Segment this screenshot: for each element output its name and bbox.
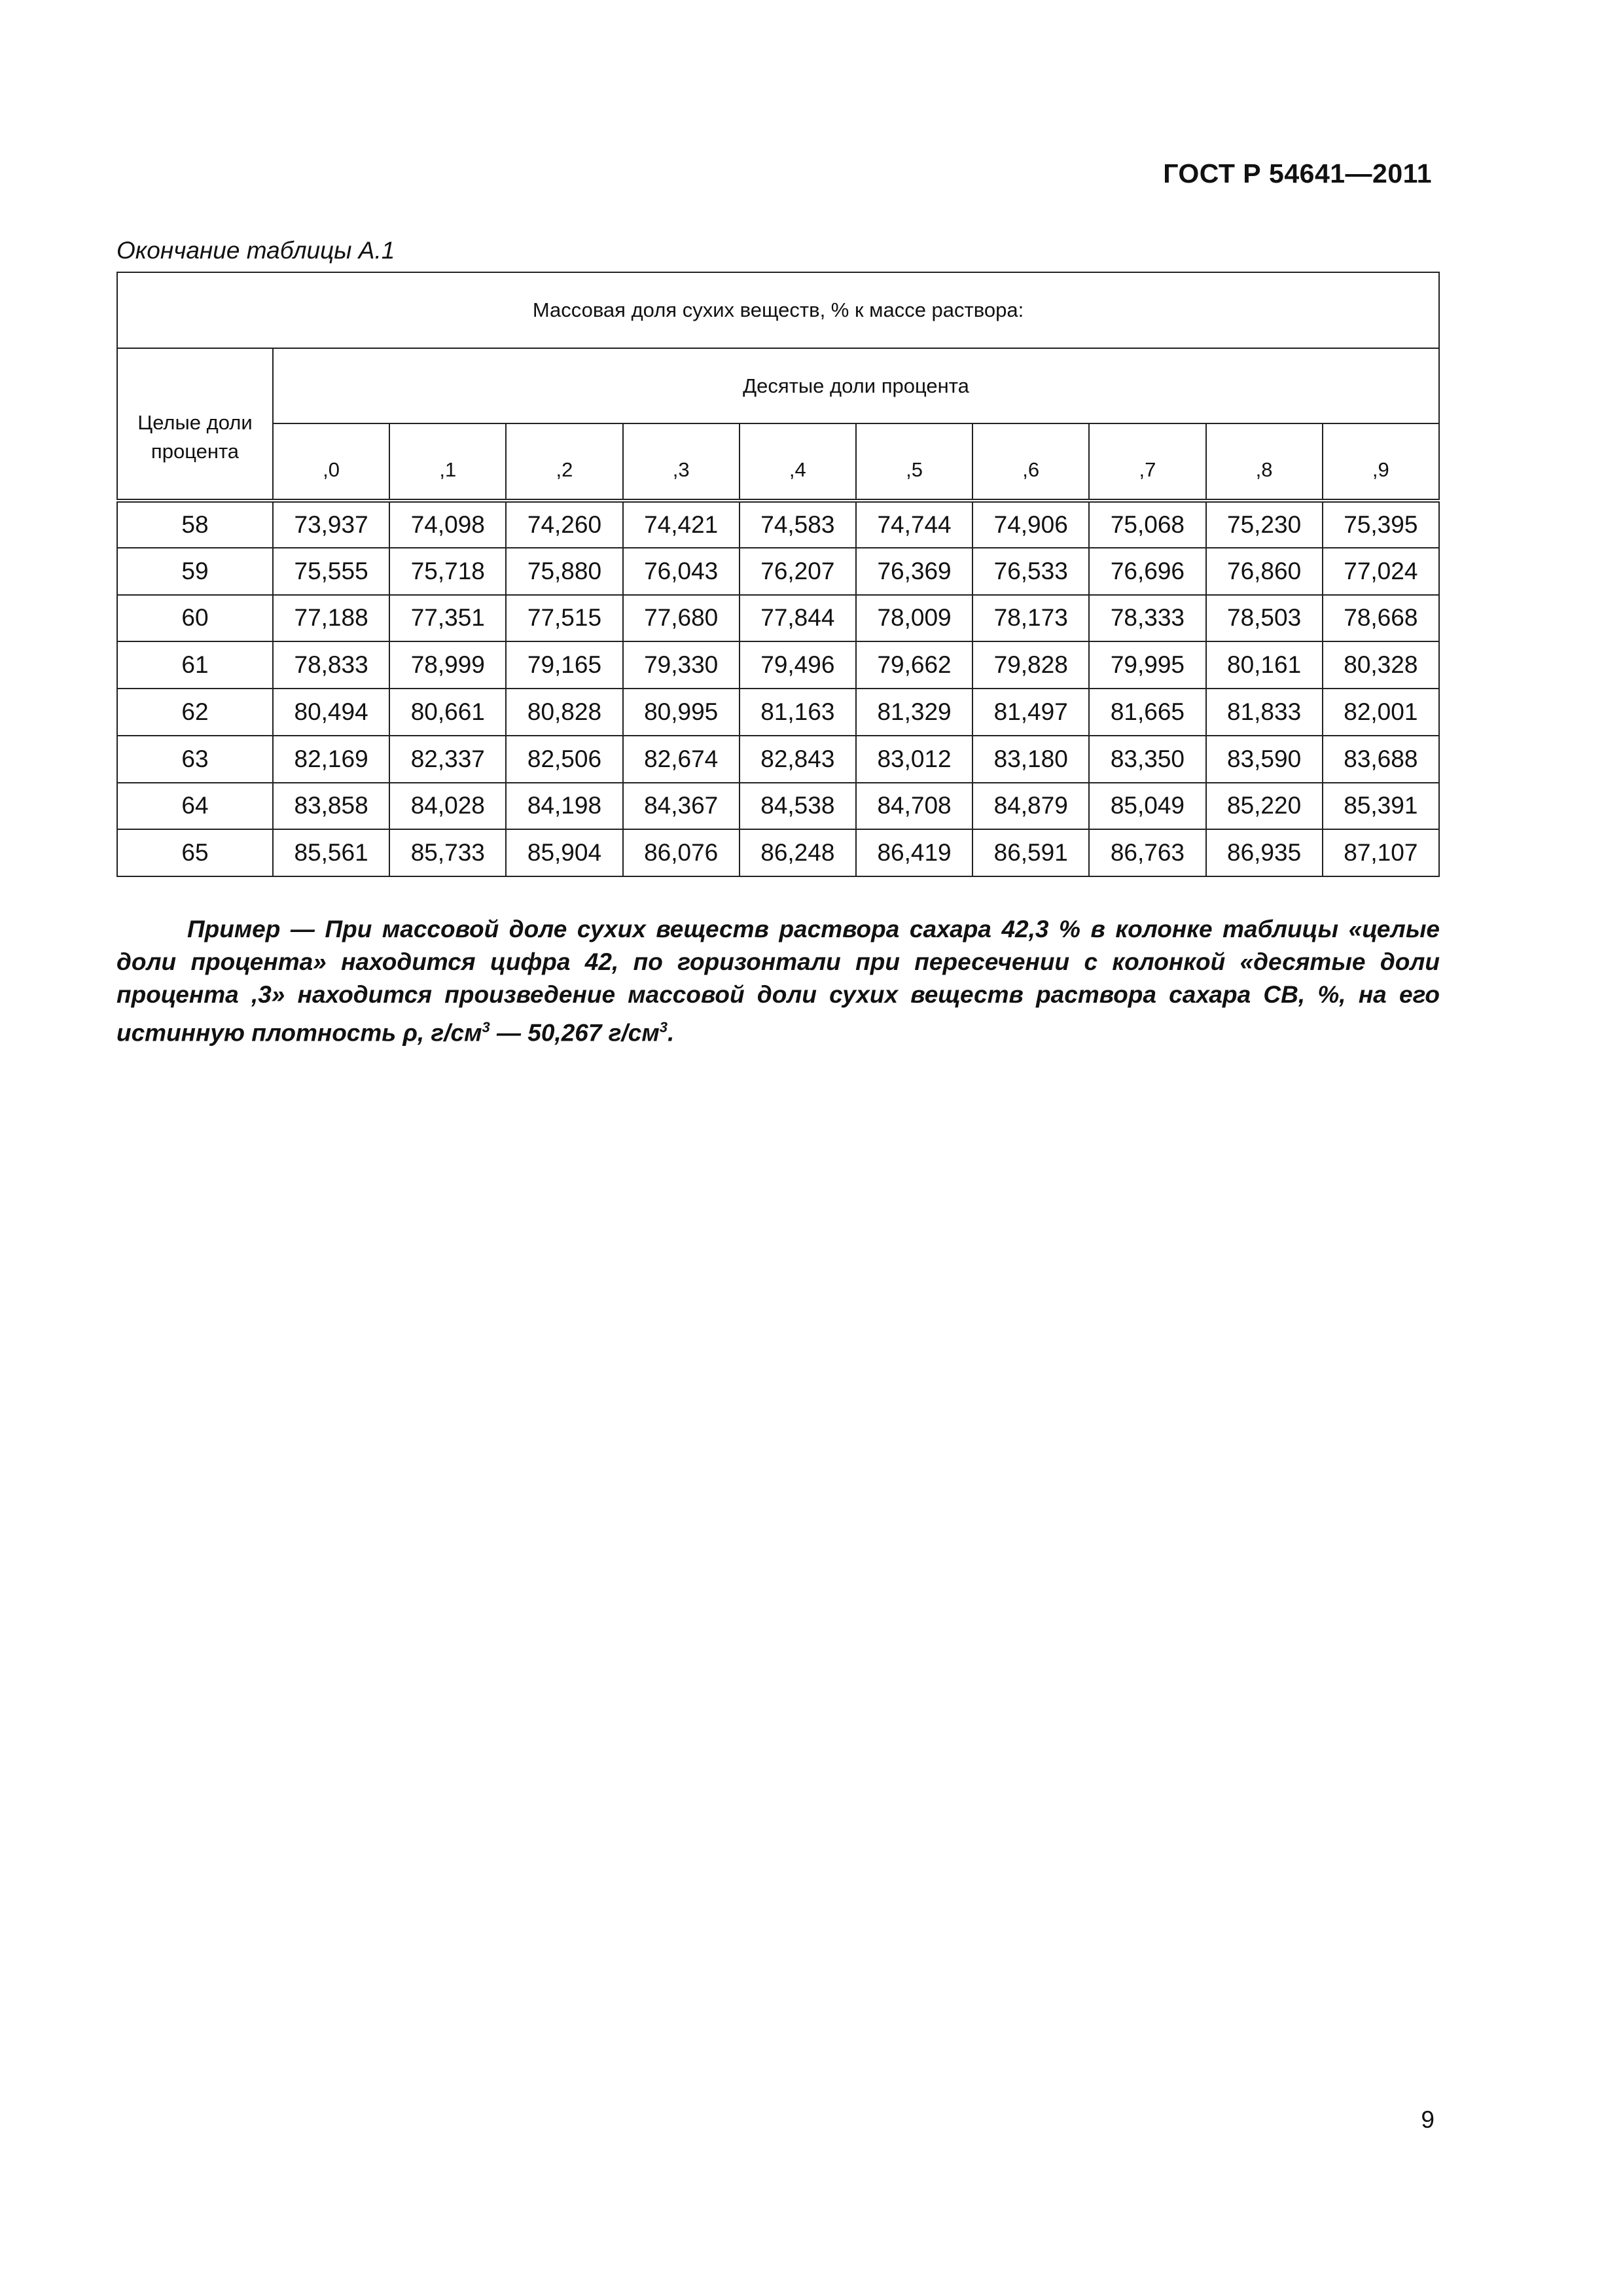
table-row — [117, 501, 1439, 548]
density-cell: 74,744 — [856, 501, 972, 548]
density-cell: 77,024 — [1323, 548, 1439, 595]
density-cell: 82,337 — [389, 736, 506, 783]
whole-percent-cell: 63 — [117, 736, 273, 783]
density-cell: 86,763 — [1089, 829, 1205, 876]
density-cell: 74,098 — [389, 501, 506, 548]
table-row — [117, 595, 1439, 642]
density-cell: 79,662 — [856, 641, 972, 689]
tenth-column-header: ,0 — [273, 423, 389, 501]
density-cell: 76,533 — [972, 548, 1089, 595]
density-cell: 78,668 — [1323, 595, 1439, 642]
density-cell: 75,068 — [1089, 501, 1205, 548]
density-cell: 79,828 — [972, 641, 1089, 689]
table-row — [117, 783, 1439, 830]
table-row — [117, 548, 1439, 595]
density-cell: 80,661 — [389, 689, 506, 736]
density-cell: 83,688 — [1323, 736, 1439, 783]
density-table — [116, 272, 1440, 877]
density-cell: 84,879 — [972, 783, 1089, 830]
whole-percent-cell: 60 — [117, 595, 273, 642]
density-cell: 80,828 — [506, 689, 622, 736]
density-cell: 82,674 — [623, 736, 740, 783]
density-cell: 79,496 — [740, 641, 856, 689]
example-text: Пример — При массовой доле сухих веществ раствора сахара 42,3 % в колонке таблицы «целые доли процента» находится цифра 42, по горизонтали при пересечении с колонкой «десятые доли процента ,3» находится произведение массовой доли сухих веществ раствора сахара СВ, %, на его истинную плотность ρ, г/см — [116, 916, 1440, 1047]
whole-percent-cell: 65 — [117, 829, 273, 876]
whole-percent-cell: 59 — [117, 548, 273, 595]
density-cell: 75,395 — [1323, 501, 1439, 548]
density-cell: 85,220 — [1206, 783, 1323, 830]
density-cell: 81,833 — [1206, 689, 1323, 736]
example-superscript-2: 3 — [659, 1019, 668, 1035]
density-cell: 83,180 — [972, 736, 1089, 783]
density-cell: 77,680 — [623, 595, 740, 642]
density-cell: 86,419 — [856, 829, 972, 876]
density-cell: 86,591 — [972, 829, 1089, 876]
density-cell: 75,555 — [273, 548, 389, 595]
density-cell: 81,163 — [740, 689, 856, 736]
table-body — [117, 501, 1439, 876]
density-cell: 76,043 — [623, 548, 740, 595]
density-cell: 84,708 — [856, 783, 972, 830]
density-cell: 78,009 — [856, 595, 972, 642]
tenth-column-header: ,6 — [972, 423, 1089, 501]
density-cell: 74,583 — [740, 501, 856, 548]
density-cell: 86,935 — [1206, 829, 1323, 876]
density-cell: 83,350 — [1089, 736, 1205, 783]
density-cell: 76,207 — [740, 548, 856, 595]
whole-percent-header: Целые доли процента — [117, 348, 273, 501]
density-cell: 86,248 — [740, 829, 856, 876]
density-cell: 85,561 — [273, 829, 389, 876]
density-cell: 82,001 — [1323, 689, 1439, 736]
density-cell: 76,369 — [856, 548, 972, 595]
density-cell: 76,696 — [1089, 548, 1205, 595]
density-cell: 86,076 — [623, 829, 740, 876]
example-result: — 50,267 г/см — [490, 1019, 660, 1047]
density-cell: 79,995 — [1089, 641, 1205, 689]
density-cell: 81,497 — [972, 689, 1089, 736]
density-cell: 75,718 — [389, 548, 506, 595]
whole-percent-cell: 61 — [117, 641, 273, 689]
density-cell: 78,503 — [1206, 595, 1323, 642]
density-cell: 85,904 — [506, 829, 622, 876]
density-cell: 77,515 — [506, 595, 622, 642]
page-number: 9 — [1421, 2106, 1435, 2133]
table-row — [117, 641, 1439, 689]
table-main-header: Массовая доля сухих веществ, % к массе раствора: — [117, 272, 1439, 348]
tenth-column-header: ,4 — [740, 423, 856, 501]
density-cell: 84,198 — [506, 783, 622, 830]
density-cell: 80,161 — [1206, 641, 1323, 689]
density-cell: 83,590 — [1206, 736, 1323, 783]
density-cell: 74,260 — [506, 501, 622, 548]
density-cell: 78,333 — [1089, 595, 1205, 642]
density-cell: 74,421 — [623, 501, 740, 548]
density-cell: 80,328 — [1323, 641, 1439, 689]
whole-percent-cell: 64 — [117, 783, 273, 830]
density-cell: 84,367 — [623, 783, 740, 830]
density-cell: 80,494 — [273, 689, 389, 736]
tenth-column-header: ,5 — [856, 423, 972, 501]
density-cell: 79,165 — [506, 641, 622, 689]
density-cell: 75,880 — [506, 548, 622, 595]
density-cell: 80,995 — [623, 689, 740, 736]
density-cell: 82,843 — [740, 736, 856, 783]
tenth-column-header: ,2 — [506, 423, 622, 501]
table-row — [117, 829, 1439, 876]
density-cell: 87,107 — [1323, 829, 1439, 876]
example-paragraph — [116, 913, 1440, 1049]
density-cell: 81,665 — [1089, 689, 1205, 736]
tenth-column-header: ,1 — [389, 423, 506, 501]
tenth-column-header: ,9 — [1323, 423, 1439, 501]
density-cell: 78,833 — [273, 641, 389, 689]
density-cell: 77,351 — [389, 595, 506, 642]
whole-percent-cell: 62 — [117, 689, 273, 736]
example-end: . — [667, 1019, 675, 1047]
density-cell: 82,506 — [506, 736, 622, 783]
density-cell: 77,844 — [740, 595, 856, 642]
density-cell: 84,028 — [389, 783, 506, 830]
whole-percent-cell: 58 — [117, 501, 273, 548]
tenth-column-header: ,7 — [1089, 423, 1205, 501]
density-cell: 78,999 — [389, 641, 506, 689]
tenth-column-header: ,8 — [1206, 423, 1323, 501]
density-cell: 75,230 — [1206, 501, 1323, 548]
density-cell: 81,329 — [856, 689, 972, 736]
density-cell: 83,012 — [856, 736, 972, 783]
density-cell: 85,049 — [1089, 783, 1205, 830]
tenth-columns-row — [117, 423, 1439, 501]
example-superscript-1: 3 — [482, 1019, 490, 1035]
density-cell: 83,858 — [273, 783, 389, 830]
density-cell: 78,173 — [972, 595, 1089, 642]
density-cell: 73,937 — [273, 501, 389, 548]
density-cell: 77,188 — [273, 595, 389, 642]
table-row — [117, 736, 1439, 783]
tenths-header: Десятые доли процента — [273, 348, 1439, 423]
density-cell: 74,906 — [972, 501, 1089, 548]
table-row — [117, 689, 1439, 736]
density-cell: 79,330 — [623, 641, 740, 689]
density-cell: 76,860 — [1206, 548, 1323, 595]
density-cell: 85,391 — [1323, 783, 1439, 830]
tenth-column-header: ,3 — [623, 423, 740, 501]
document-code: ГОСТ Р 54641—2011 — [1163, 158, 1432, 188]
table-caption: Окончание таблицы А.1 — [116, 237, 395, 264]
density-cell: 85,733 — [389, 829, 506, 876]
density-cell: 82,169 — [273, 736, 389, 783]
density-cell: 84,538 — [740, 783, 856, 830]
